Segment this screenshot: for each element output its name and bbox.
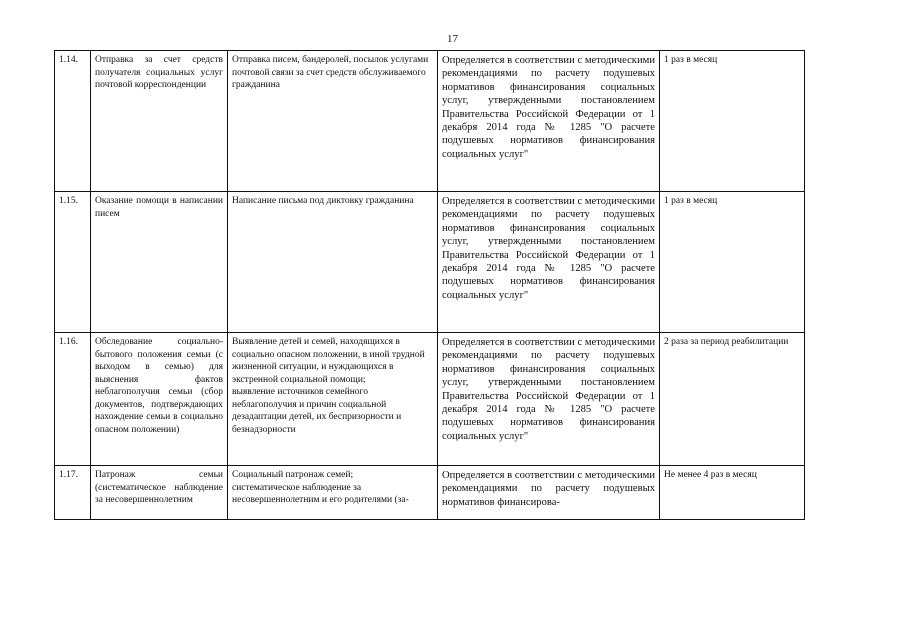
service-description: Выявление детей и семей, находящихся в социально опасном положении, в иной трудной жизненной ситуации, и нуждающихся в экстренной социальной помощи; выявление источников семейного неблагополучия и причин социальной дезадаптации детей, их беспризорности и безнадзорности: [228, 333, 438, 466]
service-frequency: 1 раз в месяц: [660, 51, 805, 192]
service-description: Социальный патронаж семей; систематическое наблюдение за несовершеннолетним и его родителями (за-: [228, 466, 438, 520]
table-row: [55, 333, 805, 466]
service-frequency: 2 раза за период реабилитации: [660, 333, 805, 466]
service-name: Оказание помощи в написании писем: [91, 192, 228, 333]
services-table: [54, 50, 805, 520]
table-row: [55, 51, 805, 192]
row-number: 1.16.: [55, 333, 91, 466]
table-row: [55, 192, 805, 333]
page-number: 17: [447, 33, 458, 45]
row-number: 1.17.: [55, 466, 91, 520]
service-frequency: Не менее 4 раз в месяц: [660, 466, 805, 520]
row-number: 1.14.: [55, 51, 91, 192]
service-standard: Определяется в соответствии с методическими рекомендациями по расчету подушевых нормативов финансирования социальных услуг, утвержденными постановлением Правительства Российской Федерации от 1 декабря 2014 года № 1285 "О расчете подушевых нормативов финансирования социальных услуг": [438, 333, 660, 466]
service-description: Отправка писем, бандеролей, посылок услугами почтовой связи за счет средств обслуживаемого гражданина: [228, 51, 438, 192]
table-row: [55, 466, 805, 520]
service-name: Отправка за счет средств получателя социальных услуг почтовой корреспонденции: [91, 51, 228, 192]
service-standard: Определяется в соответствии с методическими рекомендациями по расчету подушевых нормативов финансирования социальных услуг, утвержденными постановлением Правительства Российской Федерации от 1 декабря 2014 года № 1285 "О расчете подушевых нормативов финансирования социальных услуг": [438, 51, 660, 192]
service-standard: Определяется в соответствии с методическими рекомендациями по расчету подушевых нормативов финансирования социальных услуг, утвержденными постановлением Правительства Российской Федерации от 1 декабря 2014 года № 1285 "О расчете подушевых нормативов финансирования социальных услуг": [438, 192, 660, 333]
service-description: Написание письма под диктовку гражданина: [228, 192, 438, 333]
row-number: 1.15.: [55, 192, 91, 333]
service-name: Обследование социально-бытового положения семьи (с выходом в семью) для выяснения фактов неблагополучия семьи (сбор документов, подтверждающих нахождение семьи в социально опасном положении): [91, 333, 228, 466]
service-standard: Определяется в соответствии с методическими рекомендациями по расчету подушевых нормативов финансирова-: [438, 466, 660, 520]
service-name: Патронаж семьи (систематическое наблюдение за несовершеннолетним: [91, 466, 228, 520]
service-frequency: 1 раз в месяц: [660, 192, 805, 333]
